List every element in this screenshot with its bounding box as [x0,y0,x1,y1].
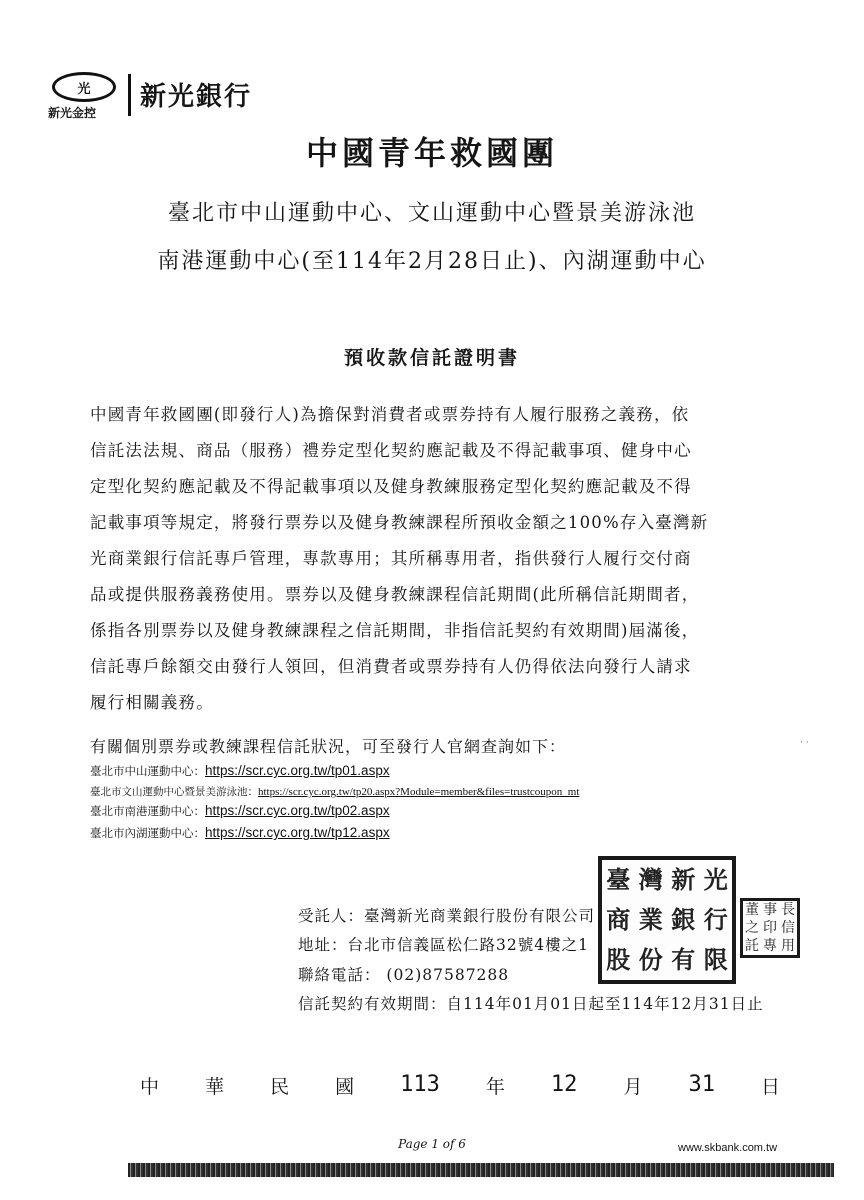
body-line: 光商業銀行信託專戶管理，專款專用；其所稱專用者，指供發行人履行交付商 [90,549,692,568]
query-item [90,803,390,819]
query-label: 臺北市中山運動中心： [90,764,205,778]
seal-char: 份 [638,945,663,974]
query-item [90,825,390,841]
date-part: 中 [140,1076,160,1098]
query-item [90,763,390,779]
venues-line-1: 臺北市中山運動中心、文山運動中心暨景美游泳池 [167,201,696,226]
query-link[interactable]: https://scr.cyc.org.tw/tp12.aspx [205,825,390,840]
logo-badge [48,72,122,121]
body-line: 履行相關義務。 [90,693,214,712]
seal-char: 銀 [671,905,696,934]
trustee-name: 受託人：臺灣新光商業銀行股份有限公司 [298,907,596,925]
seal-char: 專 [763,938,777,954]
footer-bar [128,1163,834,1177]
issue-date [140,1072,780,1099]
body-line: 記載事項等規定，將發行票券以及健身教練課程所預收金額之100%存入臺灣新 [90,513,709,532]
page-number: Page 1 of 6 [398,1137,466,1151]
query-label: 臺北市內湖運動中心： [90,826,205,840]
seal-char: 限 [703,945,728,974]
query-link[interactable]: https://scr.cyc.org.tw/tp02.aspx [205,803,390,818]
query-intro: 有關個別票券或教練課程信託狀況，可至發行人官網查詢如下： [90,737,567,756]
venues-line-2: 南港運動中心(至114年2月28日止)、內湖運動中心 [157,249,707,274]
seal-char: 事 [763,902,777,918]
seal-char: 行 [703,905,728,934]
date-year: 113 [400,1072,440,1097]
company-seal-icon [598,856,736,984]
seal-char: 股 [606,945,631,974]
seal-char: 業 [638,905,663,934]
document-title: 預收款信託證明書 [343,347,520,369]
bank-logo [48,70,288,126]
seal-char: 灣 [638,865,663,894]
query-label: 臺北市文山運動中心暨景美游泳池： [90,786,258,798]
body-line: 信託法法規、商品（服務）禮券定型化契約應記載及不得記載事項、健身中心 [90,441,692,460]
seal-char: 印 [763,920,777,936]
date-day: 31 [688,1072,715,1097]
date-part: 國 [335,1076,355,1098]
body-line: 品或提供服務義務使用。票券以及健身教練課程信託期間(此所稱信託期間者， [90,585,700,604]
seal-char: 光 [703,865,728,894]
date-part: 民 [270,1076,290,1098]
date-part: 年 [485,1076,505,1098]
body-line: 中國青年救國團(即發行人)為擔保對消費者或票券持有人履行服務之義務，依 [90,405,690,424]
logo-divider [128,74,131,116]
query-label: 臺北市南港運動中心： [90,804,205,818]
query-link[interactable]: https://scr.cyc.org.tw/tp01.aspx [205,763,390,778]
date-part: 華 [205,1076,225,1098]
seal-char: 有 [671,945,696,974]
scan-specks: · · [800,738,809,748]
date-month: 12 [550,1072,578,1097]
date-part: 月 [623,1076,643,1098]
chairman-seal-icon [740,898,800,958]
seal-char: 用 [781,938,795,954]
seal-char: 臺 [606,865,631,894]
seal-char: 商 [606,905,631,934]
body-line: 信託專戶餘額交由發行人領回，但消費者或票券持有人仍得依法向發行人請求 [90,657,692,676]
logo-mark-icon: 光 [52,72,116,102]
seal-char: 長 [781,902,795,918]
seal-char: 新 [671,865,696,894]
body-line: 係指各別票券以及健身教練課程之信託期間，非指信託契約有效期間)屆滿後， [90,621,700,640]
body-line: 定型化契約應記載及不得記載事項以及健身教練服務定型化契約應記載及不得 [90,477,692,496]
logo-bank-name: 新光銀行 [140,82,253,112]
query-item [90,784,579,799]
trustee-phone: 聯絡電話： (02)87587288 [298,966,510,984]
seal-char: 董 [745,902,759,918]
logo-subtitle: 新光金控 [48,106,97,120]
seal-char: 託 [745,938,759,954]
trust-period: 信託契約有效期間：自114年01月01日起至114年12月31日止 [298,995,764,1013]
query-link[interactable]: https://scr.cyc.org.tw/tp20.aspx?Module=member&files=trustcoupon_mt [258,786,580,798]
footer-website: www.skbank.com.tw [678,1142,778,1154]
seal-char: 信 [781,920,795,936]
date-part: 日 [760,1076,780,1098]
org-title: 中國青年救國團 [305,134,558,172]
seal-char: 之 [745,920,759,936]
trustee-address: 地址：台北市信義區松仁路32號4樓之1 [298,936,589,954]
